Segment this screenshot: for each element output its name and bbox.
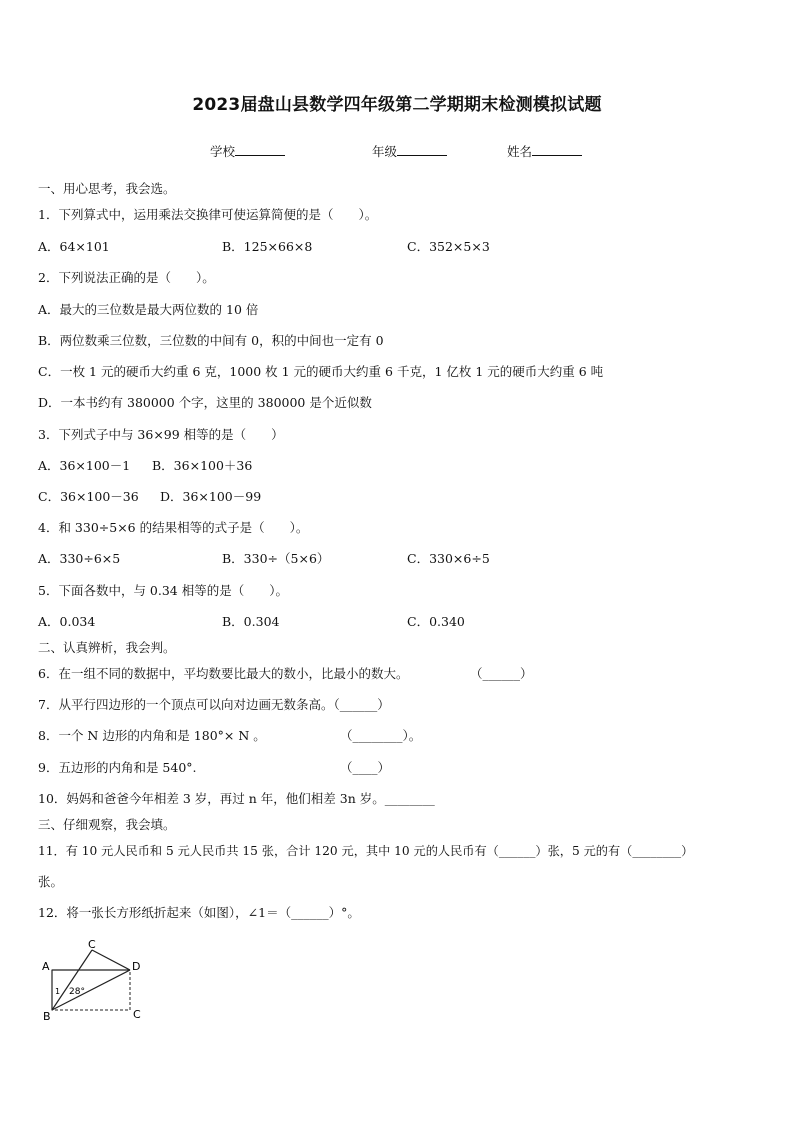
q9-answer-blank[interactable]: （____） [340,760,391,775]
label-c-bottom: C [133,1008,141,1021]
section-2-heading: 二、认真辨析，我会判。 [38,640,176,655]
grade-label: 年级 [372,144,398,159]
q1-option-c: C．352×5×3 [407,239,490,254]
question-8: 8．一个 N 边形的内角和是 180°× N 。 [38,728,266,743]
question-10: 10．妈妈和爸爸今年相差 3 岁，再过 n 年，他们相差 3n 岁。________ [38,791,435,806]
exam-title: 2023届盘山县数学四年级第二学期期末检测模拟试题 [192,95,602,115]
q5-option-b: B．0.304 [222,614,280,629]
label-d: D [132,960,141,973]
label-c-top: C [88,938,96,951]
section-1-heading: 一、用心思考，我会选。 [38,181,176,196]
question-2: 2．下列说法正确的是（ ）。 [38,270,215,285]
q1-option-a: A．64×101 [38,239,110,254]
name-label: 姓名 [507,144,533,159]
label-b: B [43,1010,51,1023]
q6-answer-blank[interactable]: （______） [470,666,533,681]
grade-blank[interactable] [397,143,447,156]
school-blank[interactable] [235,143,285,156]
q4-option-b: B．330÷（5×6） [222,551,330,566]
question-6: 6．在一组不同的数据中，平均数要比最大的数小，比最小的数大。 [38,666,409,681]
q2-option-a: A．最大的三位数是最大两位数的 10 倍 [38,302,259,317]
school-field [210,142,285,160]
q2-option-d: D．一本书约有 380000 个字，这里的 380000 是个近似数 [38,395,372,410]
question-1: 1．下列算式中，运用乘法交换律可使运算简便的是（ ）。 [38,207,378,222]
folded-rectangle-figure [34,938,154,1028]
question-3: 3．下列式子中与 36×99 相等的是（ ） [38,427,284,442]
section-3-heading: 三、仔细观察，我会填。 [38,817,176,832]
q5-option-c: C．0.340 [407,614,465,629]
q5-option-a: A．0.034 [38,614,96,629]
q2-option-c: C．一枚 1 元的硬币大约重 6 克，1000 枚 1 元的硬币大约重 6 千克，1 亿枚 1 元的硬币大约重 6 吨 [38,364,604,379]
q3-option-b: B．36×100＋36 [152,458,253,473]
angle-value-label: 28° [69,987,85,997]
question-7: 7．从平行四边形的一个顶点可以向对边画无数条高。（______） [38,697,390,712]
q4-option-c: C．330×6÷5 [407,551,490,566]
q1-option-b: B．125×66×8 [222,239,313,254]
name-blank[interactable] [532,143,582,156]
question-11: 11．有 10 元人民币和 5 元人民币共 15 张，合计 120 元，其中 10 元的人民币有（______）张，5 元的有（________） [38,844,694,858]
question-4: 4．和 330÷5×6 的结果相等的式子是（ ）。 [38,520,309,535]
fold-line-bd [52,970,130,1010]
question-9: 9．五边形的内角和是 540°. [38,760,197,775]
q8-answer-blank[interactable]: （________）。 [340,728,422,743]
q3-option-a: A．36×100－1 [38,458,131,473]
school-label: 学校 [210,144,236,159]
label-a: A [42,960,50,973]
folded-edge-cd [92,950,130,970]
name-field [507,142,582,160]
q4-option-a: A．330÷6×5 [38,551,121,566]
angle-1-mark: 1 [55,987,61,996]
question-11-tail: 张。 [38,874,64,889]
folded-edge-bc [52,950,92,1010]
q3-option-c: C．36×100－36 [38,489,139,504]
q2-option-b: B．两位数乘三位数，三位数的中间有 0，积的中间也一定有 0 [38,333,384,348]
grade-field [372,142,447,160]
q3-option-d: D．36×100－99 [160,489,262,504]
question-12: 12．将一张长方形纸折起来（如图），∠1＝（______）°。 [38,905,360,920]
question-5: 5．下面各数中，与 0.34 相等的是（ ）。 [38,583,288,598]
